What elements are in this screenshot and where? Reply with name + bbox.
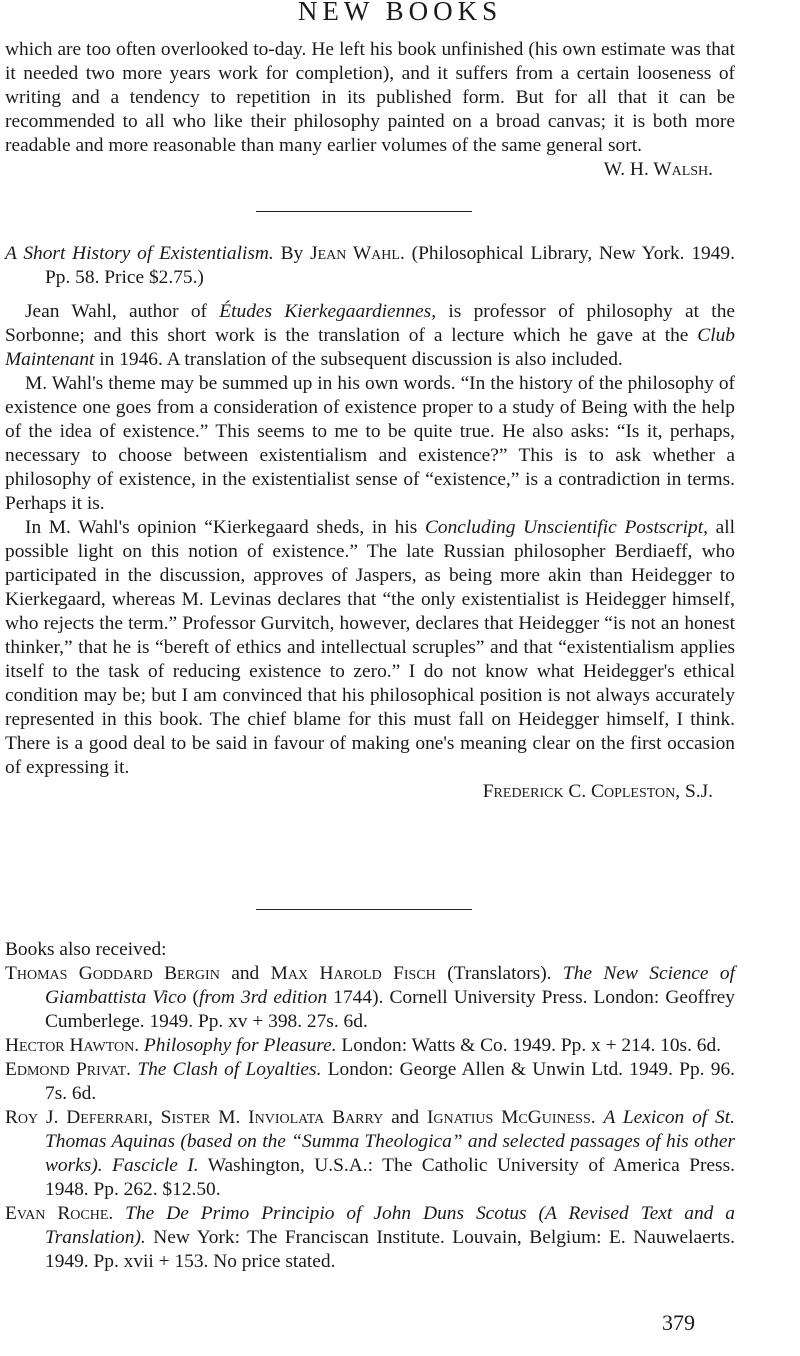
signature-walsh: W. H. Walsh.: [603, 159, 713, 180]
text-line: which are too often overlooked to-day. He left his book unfinished (his own: [5, 39, 596, 60]
book-author: Jean Wahl.: [310, 243, 405, 264]
text-line: suffers from a certain looseness of writing and a tendency to repetition in its: [5, 63, 735, 108]
running-head: NEW BOOKS: [297, 0, 503, 26]
review-walsh-end: [5, 38, 735, 182]
paragraph-walsh: [5, 38, 735, 158]
list-item: Hector Hawton. Philosophy for Pleasure. London: Watts & Co. 1949. Pp. x + 214. 10s. 6d.: [5, 1035, 722, 1056]
books-received: [5, 938, 735, 1274]
paragraph-3: In M. Wahl's opinion “Kierkegaard sheds, in his Concluding Unscientific Postscript, all possible light on this notion of existence.” The late Russian philosopher Berdiaeff, who participated in the discussion, approves of Jaspers, as being more akin than Heidegger to Kierkegaard, whereas M. Levinas declares that “the only existentialist is Heidegger himself, who rejects the term.” Professor Gurvitch, however, declares that Heidegger “is not an honest thinker,” that he is “bereft of ethics and intellectual scruples” and that “existentialism applies itself to the task of reducing existence to zero.” I do not know what Heidegger's ethical condition may be; but I am convinced that his philosophical position is not always accurately represented in this book. The chief blame for this must fall on Heidegger himself, I think. There is a good deal to be said in favour of making one's meaning clear on the first occasion of expressing it.: [5, 517, 735, 778]
text-line: estimate was that it needed two more years work for completion), and it: [5, 39, 735, 84]
books-received-heading: Books also received:: [5, 939, 167, 960]
list-item: Edmond Privat. The Clash of Loyalties. London: George Allen & Unwin Ltd. 1949. Pp. 96. 7s. 6d.: [5, 1059, 735, 1104]
list-item: Thomas Goddard Bergin and Max Harold Fisch (Translators). The New Science of Giambattista Vico (from 3rd edition 1744). Cornell University Press. London: Geoffrey Cumberlege. 1949. Pp. xv + 398. 27s. 6d.: [5, 963, 735, 1032]
signature-copleston: Frederick C. Copleston, S.J.: [482, 781, 713, 802]
section-divider: [256, 211, 472, 212]
paragraph-1: Jean Wahl, author of Études Kierkegaardiennes, is professor of philosophy at the Sorbonne; and this short work is the translation of a lecture which he gave at the Club Maintenant in 1946. A translation of the subsequent discussion is also included.: [5, 301, 735, 370]
review-wahl: [5, 242, 735, 804]
text-line: philosophy painted on a broad canvas; it is both more readable and more: [5, 111, 735, 156]
text-line: published form. But for all that it can be recommended to all who like their: [5, 87, 735, 132]
paragraph-2: M. Wahl's theme may be summed up in his own words. “In the history of the philosophy of existence one goes from a consideration of existence proper to a study of Being with the help of the idea of existence.” This seems to me to be quite true. He also asks: “Is it, perhaps, necessary to choose between existentialism and existence?” This is to ask whether a philosophy of existence, in the existentialist sense of “existence,” is a contradiction in terms. Perhaps it is.: [5, 373, 735, 514]
text-line: reasonable than many earlier volumes of the same general sort.: [153, 135, 642, 156]
page-number: 379: [662, 1310, 695, 1335]
book-title: A Short History of Existentialism.: [5, 243, 274, 264]
publication-info: (Philosophical Library, New York. 1949. Pp. 58. Price $2.75.): [45, 243, 735, 288]
list-item: Roy J. Deferrari, Sister M. Inviolata Barry and Ignatius McGuiness. A Lexicon of St. Thomas Aquinas (based on the “Summa Theologica” and selected passages of his other works). Fascicle I. Washington, U.S.A.: The Catholic University of America Press. 1948. Pp. 262. $12.50.: [5, 1107, 735, 1200]
review-heading: A Short History of Existentialism. By Jean Wahl. (Philosophical Library, New York. 1949. Pp. 58. Price $2.75.): [5, 243, 735, 288]
list-item: Evan Roche. The De Primo Principio of John Duns Scotus (A Revised Text and a Translation). New York: The Franciscan Institute. Louvain, Belgium: E. Nauwelaerts. 1949. Pp. xvii + 153. No price stated.: [5, 1203, 735, 1272]
section-divider: [256, 909, 472, 910]
